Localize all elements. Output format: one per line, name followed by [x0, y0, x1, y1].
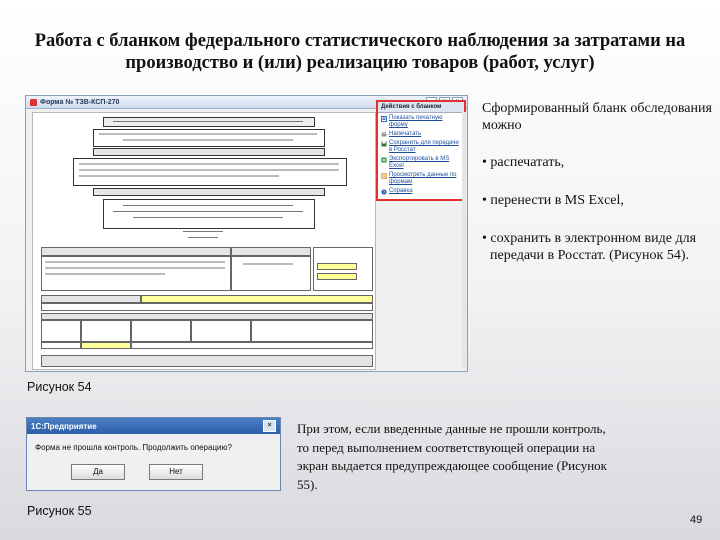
form-header-confidential: [103, 117, 315, 127]
form-window: [25, 95, 468, 372]
help-icon: [381, 189, 387, 195]
text-line: [243, 263, 293, 265]
code-cell: [131, 342, 373, 349]
export-options-intro: Сформированный бланк обследования можно: [482, 101, 712, 133]
svg-text:?: ?: [382, 189, 386, 195]
dialog-close-button[interactable]: ×: [263, 420, 276, 432]
save-icon: [381, 141, 387, 147]
form-actions-panel: [376, 100, 466, 201]
action-label: Просмотреть данные по формам: [389, 172, 457, 185]
no-button[interactable]: Нет: [149, 464, 203, 480]
text-line: [113, 211, 303, 212]
action-label: Сохранить для передачи в Росстат: [389, 140, 459, 153]
action-help[interactable]: [378, 186, 464, 195]
text-line: [123, 205, 293, 206]
code-cell: [41, 320, 81, 342]
dialog-titlebar: [27, 418, 280, 434]
codes-header: [41, 313, 373, 320]
code-cell: [131, 320, 191, 342]
form-icon: [30, 99, 37, 106]
printer-icon: [381, 132, 387, 138]
dialog-message: Форма не прошла контроль. Продолжить операцию?: [35, 443, 232, 452]
page-number: 49: [690, 514, 703, 526]
excel-icon: [381, 157, 387, 163]
validation-warning-text: При этом, если введенные данные не прошли контроль, то перед выполнением соответствующей операции на экран выдается предупреждающее сообщение (Рисунок 55).: [297, 421, 608, 492]
action-show-print-form[interactable]: [378, 113, 464, 129]
table-header-cell: [41, 247, 231, 256]
action-print[interactable]: [378, 129, 464, 138]
code-cell: [41, 342, 81, 349]
figure-55-caption: Рисунок 55: [27, 504, 92, 518]
address-row: [41, 303, 373, 311]
dialog-title: 1С:Предприятие: [31, 421, 97, 431]
action-label: Справка: [389, 188, 413, 194]
vertical-scrollbar[interactable]: [462, 112, 467, 368]
organization-label: [41, 295, 141, 303]
bullet-excel: • перенести в MS Excel,: [482, 193, 624, 208]
text-line: [188, 237, 218, 238]
action-label: Показать печатную форму: [389, 115, 443, 128]
yes-button[interactable]: Да: [71, 464, 125, 480]
text-line: [123, 139, 293, 141]
form-title-block: [103, 199, 315, 229]
bullet-save: • сохранить в электронном виде для передачи в Росстат. (Рисунок 54).: [482, 231, 697, 263]
text-line: [99, 133, 317, 135]
action-view-form-data[interactable]: [378, 170, 464, 186]
form-field[interactable]: [317, 273, 357, 280]
form-header-bar: [93, 148, 325, 156]
action-label: Напечатать: [389, 131, 422, 137]
form-field[interactable]: [317, 263, 357, 270]
text-line: [45, 273, 165, 275]
preview-icon: [381, 116, 387, 122]
code-cell: [251, 320, 373, 342]
text-line: [79, 163, 339, 165]
action-export-excel[interactable]: [378, 154, 464, 170]
form-header-liability: [93, 129, 325, 147]
figure-54-caption: Рисунок 54: [27, 380, 92, 394]
export-options-text: [482, 100, 712, 285]
data-icon: [381, 173, 387, 179]
organization-name-field[interactable]: [141, 295, 373, 303]
text-line: [79, 175, 279, 177]
text-line: [45, 261, 225, 263]
form-window-title: Форма № ТЗВ-КСП-270: [40, 98, 120, 106]
actions-panel-title: Действия с бланком: [378, 102, 464, 113]
form-header-bar-2: [93, 188, 325, 196]
text-line: [113, 121, 303, 122]
statistical-form-document: [32, 112, 376, 370]
code-value-field[interactable]: [81, 342, 131, 349]
table-header-cell: [231, 247, 311, 256]
confirmation-dialog: [26, 417, 281, 491]
code-cell: [191, 320, 251, 342]
text-line: [133, 217, 283, 218]
table-cell: [231, 256, 311, 291]
section-bar: [41, 355, 373, 367]
slide-title: Работа с бланком федерального статистического наблюдения за затратами на производство и (или) реализацию товаров (работ, услуг): [34, 31, 686, 73]
bullet-print: • распечатать,: [482, 155, 565, 170]
code-cell: [81, 320, 131, 342]
text-line: [79, 169, 339, 171]
action-label: Экспортировать в MS Excel: [389, 156, 450, 169]
text-line: [183, 231, 223, 232]
action-save-for-rosstat[interactable]: [378, 138, 464, 154]
text-line: [45, 267, 225, 269]
